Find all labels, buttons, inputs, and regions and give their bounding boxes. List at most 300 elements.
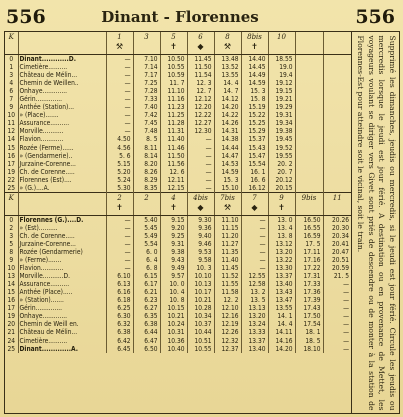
time-cell [295,95,323,103]
table-row [5,312,351,320]
time-cell: 14.59 [241,79,268,87]
km-cell: 24 [5,337,18,345]
time-cell: 5.54 [133,240,160,248]
time-cell [323,168,351,176]
time-cell: 13.37 [241,337,268,345]
station-cell: Gérin.............. [18,95,106,103]
table-row [5,280,351,288]
time-cell: 11.54 [187,71,214,79]
time-cell: 12.58 [241,280,268,288]
time-cell [323,71,351,79]
time-cell: 8.14 [133,152,160,160]
time-cell: 19.31 [268,111,295,119]
time-cell: 6.30 [106,312,133,320]
time-cell: 9.36 [187,224,214,232]
time-cell [295,103,323,111]
time-cell: — [187,135,214,143]
time-cell: 13.24 [241,320,268,328]
station-cell: Cimetière.......... [18,337,106,345]
time-cell: 14.16 [268,337,295,345]
time-cell: 19.29 [268,103,295,111]
time-cell: 5.30 [106,184,133,193]
time-cell: 9.57 [160,272,187,280]
time-cell: — [343,312,349,321]
station-cell: » (Est).......... [18,224,106,232]
time-cell: 14. 7 [214,87,241,95]
train-header [160,192,187,215]
time-cell: 6.32 [106,320,133,328]
table-row [5,296,351,304]
train-symbol-icon: ✝ [278,202,285,212]
train-symbol-icon: ✝ [170,202,177,212]
time-cell: 14.12 [214,95,241,103]
km-cell: 19 [5,168,18,176]
time-cell: 13. 8 [268,232,295,240]
table-row [5,103,351,111]
time-cell: 14.20 [214,103,241,111]
time-cell: 14. 4 [214,79,241,87]
time-cell [323,95,351,103]
time-cell [295,79,323,87]
table-row [5,224,351,232]
time-cell: 11.35 [214,248,241,256]
time-cell: 10.28 [187,304,214,312]
time-cell: 6.25 [106,304,133,312]
time-cell: 12.16 [214,312,241,320]
time-cell: 13.43 [268,288,295,296]
time-cell: — [241,232,268,240]
time-cell: 11.45 [214,264,241,272]
train-header [268,32,295,55]
time-cell: 10.21 [160,312,187,320]
train-header [187,192,214,215]
time-cell [295,152,323,160]
station-cell: Ch. de Corenne..... [18,168,106,176]
km-cell: 10 [5,264,18,272]
time-cell: 16. 6 [241,176,268,184]
time-cell: 14.11 [268,328,295,336]
time-cell: 9.58 [187,256,214,264]
time-cell: 6. 8 [133,264,160,272]
table-row [5,79,351,87]
train-header [160,32,187,55]
time-cell: 12.32 [214,337,241,345]
time-cell: 8.26 [133,168,160,176]
km-cell: 16 [5,296,18,304]
time-cell: 14.40 [241,55,268,64]
train-number: 9bis [301,193,317,202]
time-cell: 11.50 [160,152,187,160]
time-cell: — [106,240,133,248]
time-cell: — [187,184,214,193]
time-cell: 16.55 [295,224,323,232]
time-cell: — [343,328,349,337]
time-cell: 15.10 [214,184,241,193]
station-cell: » (Station)....... [18,296,106,304]
km-cell: 22 [5,176,18,184]
time-cell: 12.30 [187,127,214,135]
station-cell: » (G.)....A. [18,184,106,193]
table-row [5,111,351,119]
time-cell: 14.26 [214,119,241,127]
table-row [5,135,351,143]
train-number: 2 [117,193,122,202]
station-header [18,32,106,55]
km-cell: 2 [5,224,18,232]
time-cell: 17.36 [295,288,323,296]
time-cell [323,152,351,160]
time-cell: 12.15 [160,184,187,193]
time-cell: 6.18 [106,296,133,304]
time-cell: 11.31 [160,127,187,135]
time-cell: 13.52 [214,63,241,71]
time-cell: 8.35 [133,184,160,193]
km-cell: 1 [5,63,18,71]
time-cell: 13.48 [214,55,241,64]
station-cell: Assurance.......... [18,280,106,288]
time-cell: 13. 0 [268,215,295,224]
station-cell: Anthée (Station)... [18,103,106,111]
time-cell: 15.19 [241,103,268,111]
time-cell: 10.10 [187,272,214,280]
time-cell: 7.25 [133,79,160,87]
time-cell: 15.47 [241,152,268,160]
train-header [133,32,160,55]
station-cell: Florennes (Est).... [18,176,106,184]
time-cell: 13.12 [268,240,295,248]
time-cell: 11.25 [160,111,187,119]
time-cell: 20. 7 [268,168,295,176]
time-cell: 11.23 [160,103,187,111]
time-cell: 9.31 [160,240,187,248]
time-cell: 16.50 [295,215,323,224]
time-cell: 14.49 [241,71,268,79]
time-cell: 11.58 [214,288,241,296]
time-cell: 10.34 [187,312,214,320]
time-cell: 12.10 [214,304,241,312]
time-cell: 6.38 [106,328,133,336]
time-cell: 13.33 [241,328,268,336]
time-cell [295,87,323,95]
km-header: K [5,32,18,55]
km-cell: 7 [5,95,18,103]
time-cell: 20.30 [332,223,349,232]
time-cell: 13.30 [268,264,295,272]
time-cell: 16.59 [295,232,323,240]
station-header [18,192,106,215]
time-cell: 9.20 [160,224,187,232]
time-cell: 10.21 [187,296,214,304]
time-cell: 12.19 [214,320,241,328]
time-cell: 19.21 [268,95,295,103]
time-cell: 9.25 [160,232,187,240]
station-cell: » (Gendarmerie).. [18,152,106,160]
time-cell: — [343,304,349,313]
time-cell [295,63,323,71]
time-cell: 18.55 [268,55,295,64]
time-cell: 20.59 [332,264,349,273]
train-symbol-icon: ✝ [116,202,123,212]
time-cell: 10.15 [160,304,187,312]
train-symbol-icon: ⚒ [223,42,232,51]
time-cell: 4.56 [106,144,133,152]
station-cell: Chemin de Weillen.. [18,79,106,87]
time-cell: 15.43 [241,144,268,152]
train-number: 10 [277,33,286,41]
time-cell: 17.50 [295,312,323,320]
station-cell: » (Ferme)....... [18,256,106,264]
time-cell: — [106,111,133,119]
time-cell: 13.20 [241,312,268,320]
time-cell: 20.26 [332,215,349,224]
time-cell: 18.10 [295,345,323,353]
train-number: 8bis [247,33,262,41]
time-cell: 13.47 [268,296,295,304]
time-cell: 17.22 [295,264,323,272]
time-cell: 20. 2 [268,160,295,168]
time-cell [295,71,323,79]
station-cell: Jurzaine-Corenne... [18,240,106,248]
time-cell: 16.12 [241,184,268,193]
train-number: 7bis [220,193,235,202]
side-note [352,31,400,414]
time-cell: 14.38 [214,135,241,143]
time-cell: — [343,296,349,305]
km-cell: 17 [5,304,18,312]
time-cell: 15. 3 [241,87,268,95]
time-cell: — [106,264,133,272]
time-cell: 15.29 [241,127,268,135]
time-cell: 6.16 [106,288,133,296]
time-cell: 12.37 [214,345,241,353]
time-cell [295,176,323,184]
time-cell: 11.20 [214,232,241,240]
train-header [106,192,133,215]
time-cell: 11.45 [187,55,214,64]
km-header: K [5,192,18,215]
time-cell: 11.55 [214,280,241,288]
time-cell: 10.13 [187,280,214,288]
time-cell: 11.40 [160,135,187,143]
train-symbol-icon: ◆ [251,202,258,212]
station-cell: Chemin de Weill en. [18,320,106,328]
time-cell: 10.40 [160,345,187,353]
time-cell: 13.37 [268,272,295,280]
time-cell: 16. 1 [241,168,268,176]
table-row [5,184,351,193]
km-cell: 25 [5,184,18,193]
km-cell: 6 [5,87,18,95]
page-number-right: 556 [355,6,395,28]
km-cell: 9 [5,256,18,264]
km-cell: 17 [5,160,18,168]
km-cell: 13 [5,272,18,280]
table-row [5,176,351,184]
time-cell [323,127,351,135]
time-cell: 11.56 [160,160,187,168]
time-cell: — [241,224,268,232]
time-cell: 10. 4 [160,288,187,296]
time-cell [323,184,351,193]
time-cell: — [187,160,214,168]
time-cell: 13.55 [214,71,241,79]
time-cell: 10.24 [160,320,187,328]
time-cell: 17.31 [295,272,323,280]
time-cell: 20.51 [332,256,349,265]
time-cell: 11.50 [187,63,214,71]
km-cell: 3 [5,71,18,79]
time-cell: — [187,144,214,152]
time-cell: — [343,280,349,289]
train-number: 6 [198,33,203,41]
time-cell: 6.44 [133,328,160,336]
time-cell: 9.38 [160,248,187,256]
time-cell: — [343,320,349,329]
time-cell: 13. 4 [268,224,295,232]
time-cell: 10. 0 [160,280,187,288]
km-cell: 14 [5,280,18,288]
time-cell: 5.45 [133,224,160,232]
time-cell: 19.55 [268,152,295,160]
time-cell: 6.35 [133,312,160,320]
time-cell: — [106,79,133,87]
time-cell: 9.40 [187,232,214,240]
time-cell: — [106,63,133,71]
header-row [5,192,351,215]
station-cell: Anthée (Place)..... [18,288,106,296]
time-cell: 12. 6 [160,168,187,176]
train-number: 2 [144,193,149,202]
train-header [268,192,295,215]
time-cell: — [241,215,268,224]
station-cell: Morville...........D. [18,272,106,280]
time-cell: 6.23 [133,296,160,304]
time-cell [323,79,351,87]
time-cell: 14. 4 [268,320,295,328]
time-cell: 12.55 [241,272,268,280]
time-cell: 17.16 [295,256,323,264]
time-cell [295,119,323,127]
time-cell: 11.16 [160,95,187,103]
time-cell: 12. 3 [187,79,214,87]
table-row [5,345,351,353]
time-cell: 11.10 [214,215,241,224]
time-cell: 7.48 [133,127,160,135]
time-cell [323,87,351,95]
time-cell: 10.59 [160,71,187,79]
time-cell [323,160,351,168]
time-cell: 15. 3 [214,176,241,184]
table-row [5,264,351,272]
time-cell: 14.53 [214,160,241,168]
table-row [5,215,351,224]
km-cell: 19 [5,312,18,320]
time-cell: 6.10 [106,272,133,280]
table-row [5,337,351,345]
time-cell [295,184,323,193]
time-cell: 17.54 [295,320,323,328]
table-row [5,160,351,168]
time-cell: 15.25 [241,119,268,127]
train-number: 4bis [193,193,208,202]
time-cell: 10.31 [160,328,187,336]
time-cell: 8.29 [133,176,160,184]
time-cell: 6. 4 [133,256,160,264]
time-cell: 12. 7 [187,87,214,95]
time-cell: — [241,264,268,272]
time-cell: 12.12 [187,95,214,103]
time-cell: — [106,71,133,79]
km-cell: 12 [5,127,18,135]
station-cell: Florennes (G.)....D. [18,215,106,224]
time-cell: 19.0 [268,63,295,71]
time-cell: 6.27 [133,304,160,312]
train-header [133,192,160,215]
train-header [295,32,323,55]
train-header [323,32,351,55]
time-cell [323,176,351,184]
time-cell [295,55,323,64]
time-cell: 5. 6 [106,152,133,160]
time-cell: 17.11 [295,248,323,256]
time-cell: 19.52 [268,144,295,152]
time-cell [295,111,323,119]
train-header [214,192,241,215]
train-symbol-icon: ◆ [197,42,204,51]
train-header [187,32,214,55]
time-cell [295,168,323,176]
time-cell: 14.20 [268,345,295,353]
time-cell: 11. 7 [160,79,187,87]
time-cell: — [187,176,214,184]
km-cell: 21 [5,328,18,336]
table-row [5,95,351,103]
time-cell: 9.43 [160,256,187,264]
time-cell: 9.15 [160,215,187,224]
time-cell [323,55,351,64]
time-cell: 19.34 [268,119,295,127]
time-cell: 19.4 [268,71,295,79]
time-cell: 10.51 [187,337,214,345]
time-cell: 11.52 [214,272,241,280]
time-cell: 5.49 [133,232,160,240]
time-cell: 18. 5 [295,337,323,345]
time-cell: — [106,127,133,135]
km-cell: 20 [5,320,18,328]
time-cell: 7.17 [133,71,160,79]
time-cell: 12.11 [160,176,187,184]
time-cell: — [106,215,133,224]
table-row [5,71,351,79]
time-cell: 9.53 [187,248,214,256]
table-row [5,63,351,71]
train-symbol-icon: ⚒ [223,202,232,212]
time-cell: 19.15 [268,87,295,95]
time-cell: 12.26 [214,328,241,336]
time-cell: — [241,256,268,264]
table-row [5,304,351,312]
km-cell: 0 [5,55,18,64]
station-cell: Flavion............ [18,264,106,272]
table-row [5,144,351,152]
time-cell: 18. 1 [295,328,323,336]
time-cell: 14. 1 [268,312,295,320]
timetable-table [5,32,351,353]
table-row [5,320,351,328]
time-cell: 7.33 [133,95,160,103]
table-row [5,168,351,176]
time-cell: 7.42 [133,111,160,119]
